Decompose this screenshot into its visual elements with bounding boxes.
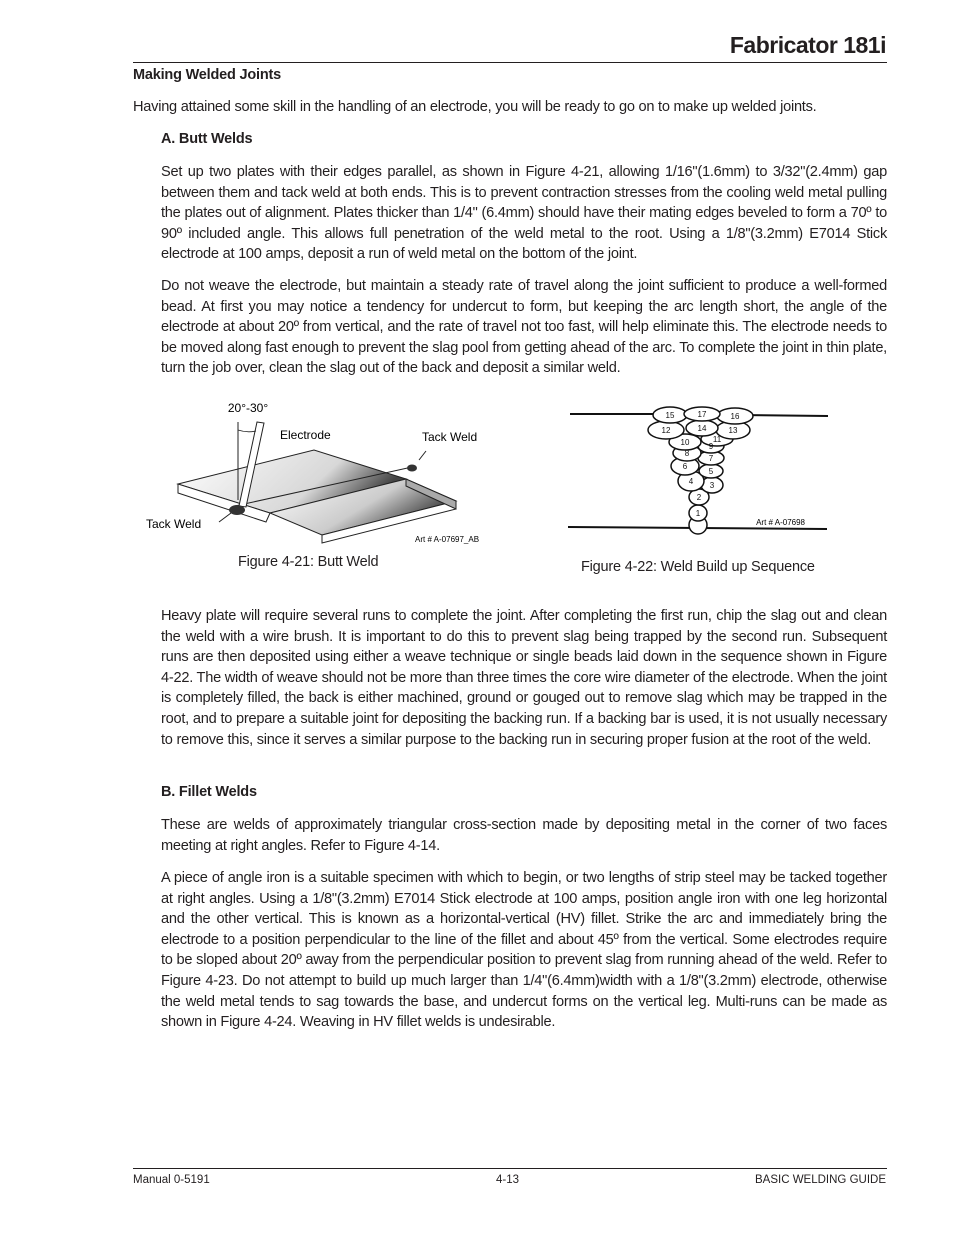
weld-sequence-figure [565, 405, 835, 545]
fillet-paragraph-2: A piece of angle iron is a suitable specimen with which to begin, or two lengths of strip steel may be tacked together at right angles. Using a 1/8"(3.2mm) E7014 Stick electrode at 100 amps, position angle iron with one leg horizontal and the other vertical. This is known as a horizontal-vertical (HV) fillet. Strike the arc and immediately bring the electrode to a position perpendicular to the line of the fillet and about 45º from the vertical. Some electrodes require to be sloped about 20º away from the perpendicular position to prevent slag from running ahead of the weld. Refer to Figure 4-23. Do not attempt to build up much larger than 1/4"(6.4mm)width with a 1/8"(3.2mm) electrode, otherwise the weld metal tends to sag towards the base, and undercut forms on the vertical leg. Multi-runs can be made as shown in Figure 4-24. Weaving in HV fillet welds is undesirable. [161, 870, 887, 1031]
section-heading: Making Welded Joints [133, 67, 282, 83]
weld-bead-number: 5 [708, 467, 714, 476]
weld-bead-number: 6 [682, 462, 688, 471]
weld-bead-number: 17 [697, 410, 707, 419]
fillet-paragraph-1: These are welds of approximately triangular cross-section made by depositing metal in the corner of two faces meeting at right angles. Refer to Figure 4-14. [161, 817, 887, 854]
weld-bead-number: 1 [695, 509, 701, 518]
weld-bead-number: 7 [708, 454, 714, 463]
footer-rule [133, 1168, 887, 1169]
weld-bead-number: 2 [696, 493, 702, 502]
page-title: Fabricator 181i [729, 32, 886, 58]
weld-bead-number: 15 [665, 411, 675, 420]
butt-weld-figure [140, 395, 500, 555]
weld-bead-number: 8 [684, 449, 690, 458]
art-number-22: Art # A-07698 [756, 518, 805, 527]
weld-bead-number: 11 [712, 435, 722, 444]
weld-bead-number: 12 [661, 426, 671, 435]
electrode-label: Electrode [280, 428, 331, 442]
weld-bead-number: 16 [730, 412, 740, 421]
footer-section: BASIC WELDING GUIDE [755, 1174, 886, 1186]
weld-bead-number: 14 [697, 424, 707, 433]
butt-paragraph-2: Do not weave the electrode, but maintain a steady rate of travel along the joint sufficient to produce a well-formed bead. At first you may notice a tendency for undercut to form, but keeping the arc length short, the angle of the electrode at about 20º from vertical, and the rate of travel not too fast, will help eliminate this. The electrode needs to be moved along fast enough to prevent the slag pool from getting ahead of the arc. To complete the joint in thin plate, turn the job over, clean the slag out of the back and deposit a similar weld. [161, 278, 887, 377]
weld-bead-number: 3 [709, 481, 715, 490]
tack-weld-right-label: Tack Weld [422, 430, 478, 444]
weld-bead-number: 10 [680, 438, 690, 447]
figure-4-21-caption: Figure 4-21: Butt Weld [238, 554, 379, 570]
art-number: Art # A-07697_AB [415, 535, 480, 544]
angle-label: 20°-30° [227, 401, 269, 415]
header-rule [133, 62, 887, 63]
fillet-welds-heading: B. Fillet Welds [161, 784, 257, 800]
weld-bead-number: 9 [708, 442, 714, 451]
tack-weld-left-label: Tack Weld [146, 517, 202, 531]
butt-paragraph-3: Heavy plate will require several runs to complete the joint. After completing the first run, chip the slag out and clean the weld with a wire brush. It is important to do this to prevent slag being trapped by the second run. Subsequent runs are then deposited using either a weave technique or single beads laid down in the sequence shown in Figure 4-22. The width of weave should not be more than three times the core wire diameter of the electrode. When the joint is completely filled, the back is either machined, ground or gouged out to remove slag which may be trapped in the root, and to prepare a suitable joint for depositing the backing run. If a backing bar is used, it is not usually necessary to remove this, since it serves a similar purpose to the backing run in securing proper fusion at the root of the weld. [161, 608, 887, 748]
butt-welds-heading: A. Butt Welds [161, 131, 253, 147]
figure-4-22-caption: Figure 4-22: Weld Build up Sequence [581, 559, 815, 575]
intro-paragraph: Having attained some skill in the handling of an electrode, you will be ready to go on to make up welded joints. [133, 99, 817, 115]
weld-bead-number: 13 [728, 426, 738, 435]
footer-page-number: 4-13 [496, 1174, 520, 1186]
weld-bead-number: 4 [688, 477, 694, 486]
butt-paragraph-1: Set up two plates with their edges parallel, as shown in Figure 4-21, allowing 1/16"(1.6mm) to 3/32"(2.4mm) gap between them and tack weld at both ends. This is to prevent contraction stresses from the cooling weld metal pulling the plates out of alignment. Plates thicker than 1/4" (6.4mm) should have their mating edges beveled to form a 70º to 90º included angle. This allows full penetration of the weld metal to the root. Using a 1/8"(3.2mm) E7014 Stick electrode at 100 amps, deposit a run of weld metal on the bottom of the joint. [161, 164, 887, 263]
footer-manual: Manual 0-5191 [133, 1174, 210, 1186]
